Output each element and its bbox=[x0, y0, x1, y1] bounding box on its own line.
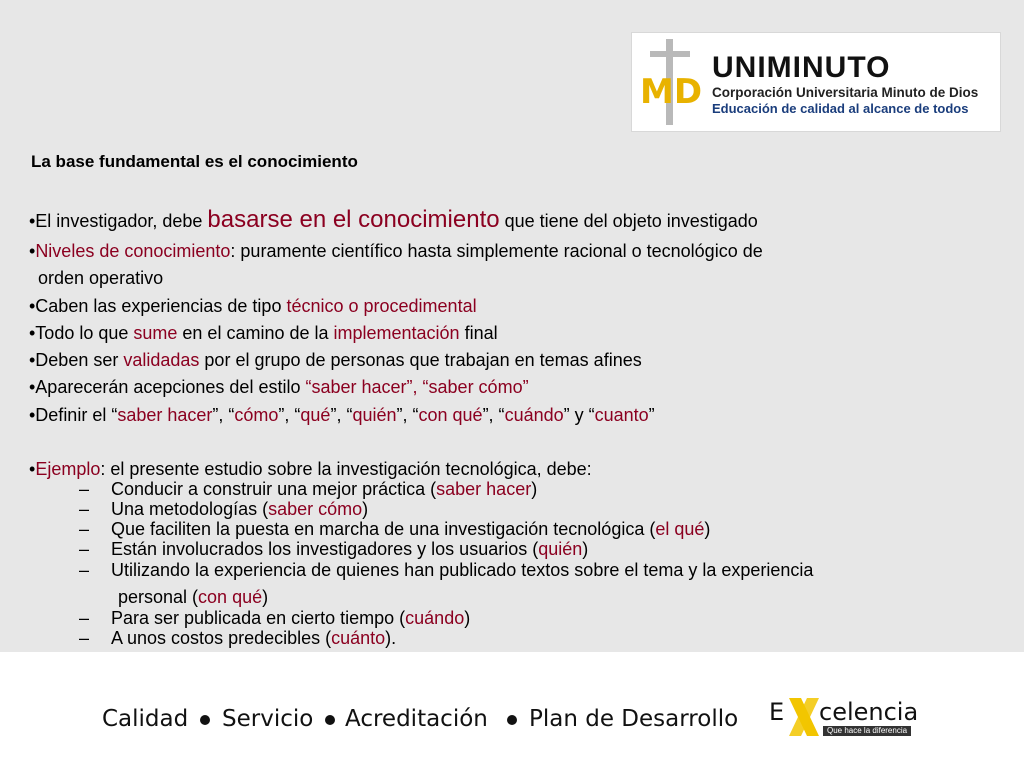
logo-subtitle: Corporación Universitaria Minuto de Dios bbox=[712, 85, 979, 100]
sub-item-4: – Están involucrados los investigadores y los usuarios (quién) bbox=[79, 539, 589, 559]
bullet-4: •Todo lo que sume en el camino de la implementación final bbox=[29, 323, 498, 343]
bullet-3: •Caben las experiencias de tipo técnico o procedimental bbox=[29, 296, 477, 316]
bullet-2: •Niveles de conocimiento: puramente científico hasta simplemente racional o tecnológico de bbox=[29, 241, 763, 261]
bullet-6: •Aparecerán acepciones del estilo “saber hacer”, “saber cómo” bbox=[29, 377, 529, 397]
svg-text:MD: MD bbox=[640, 72, 703, 112]
sub-item-7: – A unos costos predecibles (cuánto). bbox=[79, 628, 397, 648]
excelencia-x-icon bbox=[785, 694, 823, 740]
sub-item-2: – Una metodologías (saber cómo) bbox=[79, 499, 369, 519]
sub-item-6: – Para ser publicada en cierto tiempo (cuándo) bbox=[79, 608, 471, 628]
excelencia-tagline: Que hace la diferencia bbox=[823, 726, 911, 736]
footer-bullet-dot-icon bbox=[507, 715, 517, 725]
footer-item-acreditacion: Acreditación bbox=[345, 706, 488, 732]
logo-tagline: Educación de calidad al alcance de todos bbox=[712, 101, 969, 116]
sub-item-1: – Conducir a construir una mejor práctica (saber hacer) bbox=[79, 479, 538, 499]
excelencia-e: E bbox=[769, 698, 785, 726]
bullet-8: •Ejemplo: el presente estudio sobre la investigación tecnológica, debe: bbox=[29, 459, 592, 479]
bullet-1: •El investigador, debe basarse en el conocimiento que tiene del objeto investigado bbox=[29, 206, 758, 233]
footer-bullet-dot-icon bbox=[325, 715, 335, 725]
sub-item-3: – Que faciliten la puesta en marcha de una investigación tecnológica (el qué) bbox=[79, 519, 711, 539]
sub-item-5: – Utilizando la experiencia de quienes han publicado textos sobre el tema y la experiencia bbox=[79, 560, 814, 580]
excelencia-word: celencia bbox=[819, 698, 919, 726]
bullet-5: •Deben ser validadas por el grupo de personas que trabajan en temas afines bbox=[29, 350, 642, 370]
slide-heading: La base fundamental es el conocimiento bbox=[31, 152, 358, 171]
sub-item-5-continuation: personal (con qué) bbox=[118, 587, 269, 607]
logo-name: UNIMINUTO bbox=[712, 51, 891, 84]
uniminuto-emblem-icon bbox=[636, 37, 706, 127]
footer-bullet-dot-icon bbox=[200, 715, 210, 725]
footer-item-servicio: Servicio bbox=[222, 706, 314, 732]
bullet-7: •Definir el “saber hacer”, “cómo”, “qué”, “quién”, “con qué”, “cuándo” y “cuanto” bbox=[29, 405, 655, 425]
footer-item-plan-desarrollo: Plan de Desarrollo bbox=[529, 706, 739, 732]
footer-item-calidad: Calidad bbox=[102, 706, 189, 732]
uniminuto-logo bbox=[631, 32, 1001, 132]
bullet-2-continuation: orden operativo bbox=[38, 268, 164, 288]
excelencia-logo bbox=[765, 690, 919, 740]
